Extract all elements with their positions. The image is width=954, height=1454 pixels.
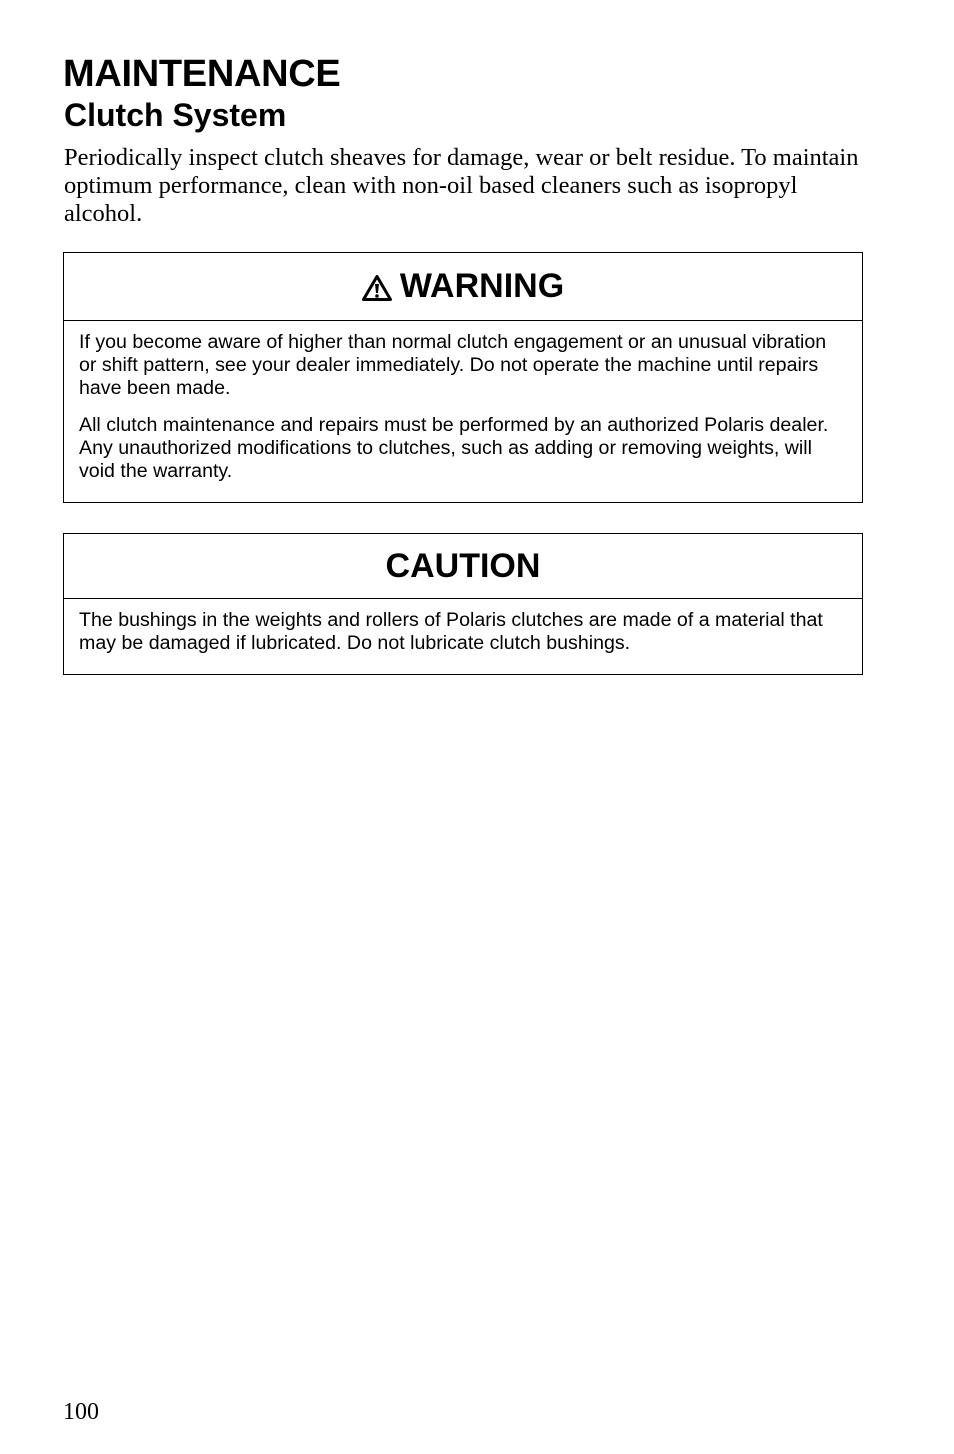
caution-header: [64, 534, 862, 599]
subsection-title: Clutch System: [64, 97, 287, 133]
section-title: MAINTENANCE: [63, 53, 341, 95]
caution-box: [63, 533, 863, 675]
warning-paragraph: All clutch maintenance and repairs must be performed by an authorized Polaris dealer. Any unauthorized modifications to clutches, such as adding or removing weights, will void the warranty.: [79, 414, 829, 482]
caution-body: [64, 599, 862, 655]
caution-title: CAUTION: [385, 546, 541, 585]
page-number: 100: [63, 1399, 99, 1425]
warning-header: [64, 253, 862, 321]
caution-paragraph: The bushings in the weights and rollers of Polaris clutches are made of a material that may be damaged if lubricated. Do not lubricate clutch bushings.: [79, 609, 823, 654]
warning-title: WARNING: [399, 267, 565, 305]
warning-triangle-icon: [362, 275, 392, 301]
warning-paragraph: If you become aware of higher than normal clutch engagement or an unusual vibration or shift pattern, see your dealer immediately. Do not operate the machine until repairs have been made.: [79, 331, 827, 399]
warning-body: [64, 321, 862, 483]
intro-paragraph: Periodically inspect clutch sheaves for damage, wear or belt residue. To maintain optimum performance, clean with non-oil based cleaners such as isopropyl alcohol.: [64, 144, 859, 227]
warning-box: [63, 252, 863, 503]
